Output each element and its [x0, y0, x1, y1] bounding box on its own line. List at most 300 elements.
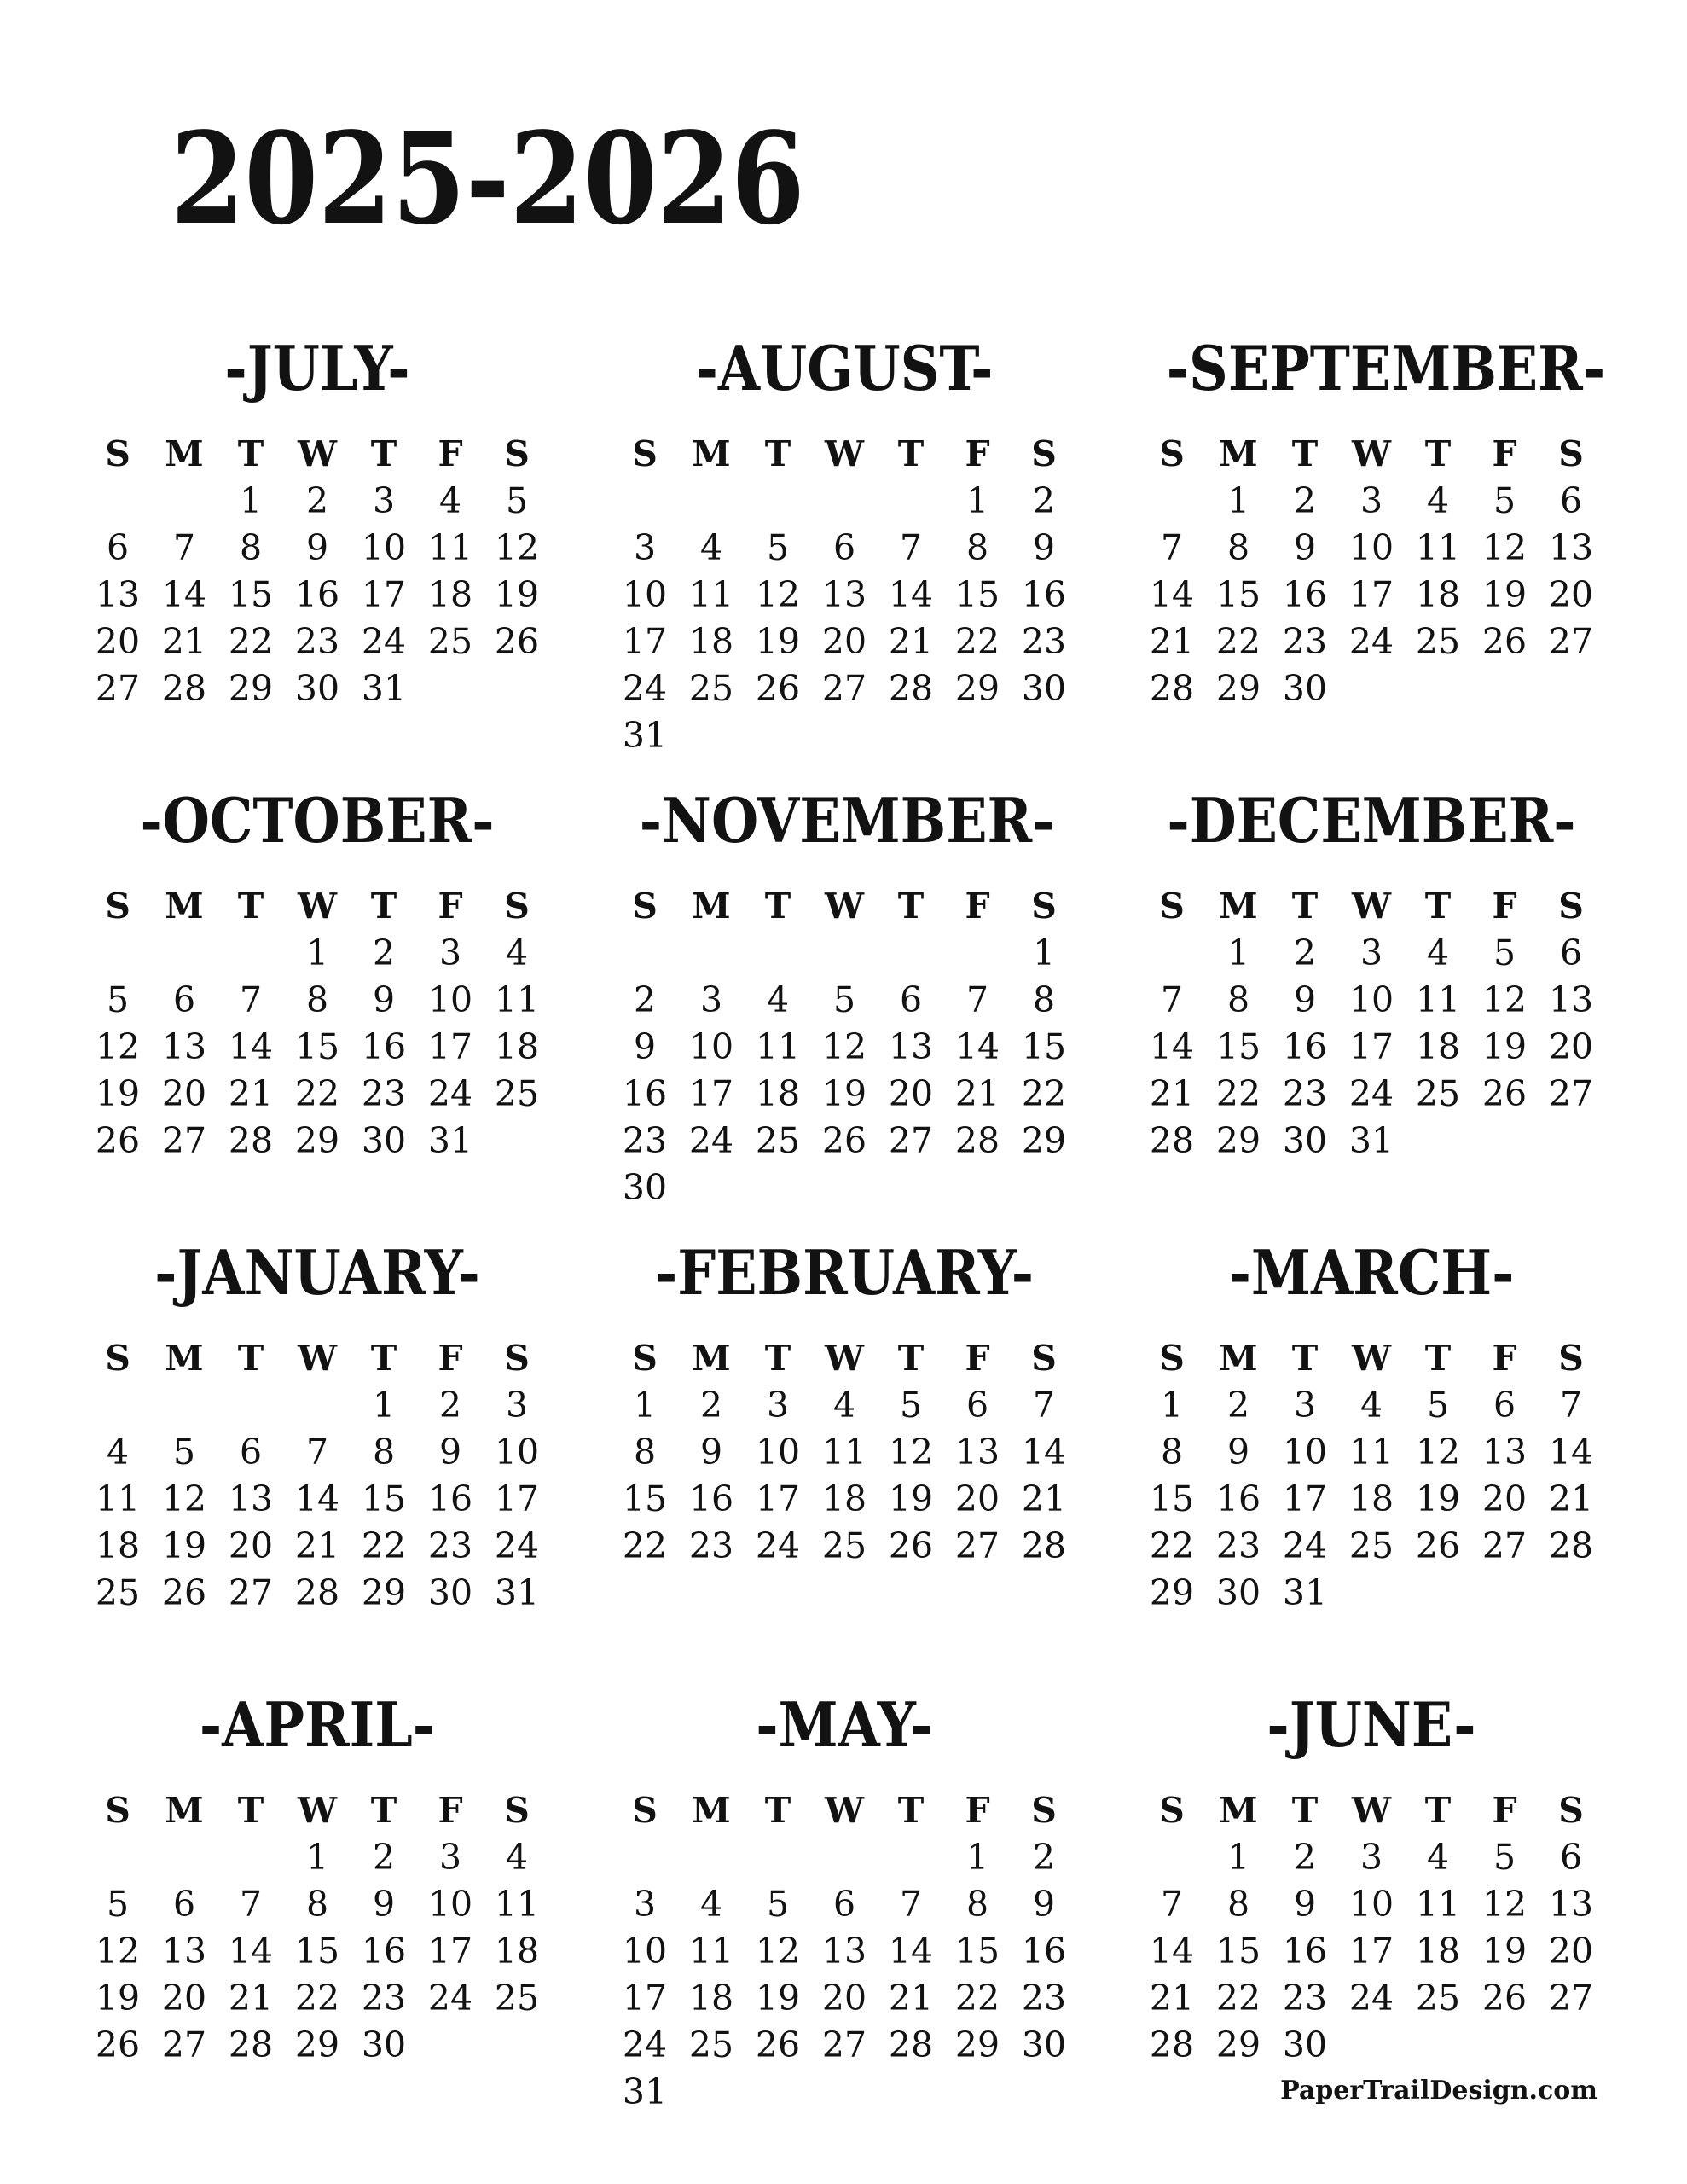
- date-cell: 8: [372, 1432, 396, 1472]
- date-cell: 11: [688, 1931, 734, 1972]
- date-cell: 16: [622, 1073, 668, 1114]
- date-cell: 4: [766, 979, 790, 1020]
- date-cell: 24: [1282, 1525, 1328, 1566]
- date-cell: 3: [1359, 932, 1383, 973]
- day-header: T: [1291, 1338, 1319, 1379]
- day-header: S: [504, 886, 530, 926]
- date-cell: 24: [361, 621, 407, 662]
- date-cell: 11: [494, 979, 540, 1020]
- date-cell: 31: [1348, 1120, 1394, 1161]
- date-cell: 29: [361, 1572, 407, 1613]
- empty-date-cell: [84, 478, 151, 525]
- month-days-grid: [84, 883, 550, 1165]
- date-cell: 25: [1415, 1073, 1461, 1114]
- date-cell: 10: [494, 1432, 540, 1472]
- date-cell: 15: [954, 574, 1000, 615]
- day-header: T: [237, 1790, 264, 1831]
- empty-date-cell: [745, 712, 811, 759]
- day-header: F: [438, 433, 463, 474]
- date-cell: 1: [1160, 1385, 1184, 1426]
- date-cell: 26: [755, 668, 801, 709]
- month-august: [612, 332, 1077, 789]
- date-cell: 16: [294, 574, 340, 615]
- date-cell: 19: [161, 1525, 207, 1566]
- day-header: M: [165, 433, 204, 474]
- date-cell: 13: [821, 1931, 867, 1972]
- date-cell: 23: [1282, 1073, 1328, 1114]
- empty-date-cell: [745, 478, 811, 525]
- date-cell: 24: [427, 1978, 473, 2018]
- day-header: W: [1351, 433, 1392, 474]
- date-cell: 14: [888, 1931, 934, 1972]
- date-cell: 9: [1226, 1432, 1250, 1472]
- date-cell: 23: [688, 1525, 734, 1566]
- date-cell: 8: [1226, 527, 1250, 568]
- date-cell: 5: [766, 527, 790, 568]
- date-cell: 13: [228, 1478, 274, 1519]
- date-cell: 14: [294, 1478, 340, 1519]
- date-cell: 6: [172, 1884, 196, 1925]
- date-cell: 1: [1226, 480, 1250, 521]
- empty-date-cell: [1011, 2069, 1077, 2116]
- date-cell: 24: [427, 1073, 473, 1114]
- month-march: [1139, 1236, 1604, 1693]
- date-cell: 29: [954, 2024, 1000, 2065]
- date-cell: 4: [1426, 932, 1450, 973]
- date-cell: 24: [1348, 1073, 1394, 1114]
- date-cell: 13: [95, 574, 141, 615]
- date-cell: 12: [95, 1026, 141, 1067]
- date-cell: 24: [1348, 1978, 1394, 2018]
- date-cell: 27: [821, 2024, 867, 2065]
- date-cell: 1: [965, 480, 989, 521]
- day-header: S: [504, 433, 530, 474]
- date-cell: 28: [294, 1572, 340, 1613]
- date-cell: 9: [1032, 1884, 1056, 1925]
- date-cell: 22: [1215, 621, 1261, 662]
- date-cell: 11: [1415, 527, 1461, 568]
- date-cell: 14: [228, 1931, 274, 1972]
- date-cell: 6: [899, 979, 923, 1020]
- date-cell: 24: [1348, 621, 1394, 662]
- day-header: F: [438, 1790, 463, 1831]
- date-cell: 16: [361, 1931, 407, 1972]
- month-days-grid: [1139, 431, 1604, 712]
- date-cell: 4: [832, 1385, 856, 1426]
- date-cell: 26: [1481, 1073, 1528, 1114]
- day-header: W: [1351, 1338, 1392, 1379]
- date-cell: 1: [1226, 932, 1250, 973]
- date-cell: 3: [438, 1837, 462, 1878]
- empty-date-cell: [944, 930, 1011, 977]
- date-cell: 19: [494, 574, 540, 615]
- month-december: [1139, 784, 1604, 1241]
- date-cell: 6: [832, 1884, 856, 1925]
- month-days-grid: [1139, 1787, 1604, 2069]
- day-header: W: [824, 1790, 865, 1831]
- date-cell: 29: [228, 668, 274, 709]
- empty-date-cell: [678, 1834, 745, 1881]
- date-cell: 22: [1149, 1525, 1195, 1566]
- empty-date-cell: [1139, 1834, 1205, 1881]
- day-header: T: [764, 433, 791, 474]
- date-cell: 24: [688, 1120, 734, 1161]
- date-cell: 6: [239, 1432, 263, 1472]
- date-cell: 8: [965, 1884, 989, 1925]
- day-header: T: [897, 433, 925, 474]
- empty-date-cell: [217, 1382, 284, 1429]
- empty-date-cell: [811, 1834, 878, 1881]
- date-cell: 3: [1293, 1385, 1317, 1426]
- date-cell: 3: [372, 480, 396, 521]
- date-cell: 26: [888, 1525, 934, 1566]
- date-cell: 10: [688, 1026, 734, 1067]
- date-cell: 27: [1481, 1525, 1528, 1566]
- date-cell: 12: [821, 1026, 867, 1067]
- date-cell: 2: [1293, 1837, 1317, 1878]
- date-cell: 7: [239, 979, 263, 1020]
- date-cell: 30: [622, 1167, 668, 1208]
- day-header: M: [692, 1338, 731, 1379]
- date-cell: 23: [361, 1073, 407, 1114]
- day-header: M: [1219, 433, 1258, 474]
- date-cell: 22: [954, 1978, 1000, 2018]
- date-cell: 25: [1415, 1978, 1461, 2018]
- month-title: -NOVEMBER-: [639, 784, 1055, 857]
- date-cell: 4: [1426, 1837, 1450, 1878]
- date-cell: 2: [1226, 1385, 1250, 1426]
- date-cell: 11: [95, 1478, 141, 1519]
- empty-date-cell: [678, 478, 745, 525]
- date-cell: 31: [427, 1120, 473, 1161]
- day-header: F: [438, 1338, 463, 1379]
- date-cell: 23: [1282, 621, 1328, 662]
- empty-date-cell: [484, 1118, 550, 1165]
- date-cell: 20: [1548, 1026, 1594, 1067]
- date-cell: 28: [1149, 2024, 1195, 2065]
- date-cell: 9: [1293, 1884, 1317, 1925]
- date-cell: 27: [1548, 1978, 1594, 2018]
- date-cell: 18: [1348, 1478, 1394, 1519]
- date-cell: 28: [954, 1120, 1000, 1161]
- date-cell: 19: [821, 1073, 867, 1114]
- date-cell: 13: [1481, 1432, 1528, 1472]
- date-cell: 18: [494, 1026, 540, 1067]
- date-cell: 14: [954, 1026, 1000, 1067]
- day-header: M: [165, 1338, 204, 1379]
- day-header: M: [692, 886, 731, 926]
- date-cell: 28: [228, 2024, 274, 2065]
- date-cell: 27: [1548, 621, 1594, 662]
- date-cell: 20: [1548, 1931, 1594, 1972]
- date-cell: 12: [1481, 1884, 1528, 1925]
- empty-date-cell: [1011, 712, 1077, 759]
- date-cell: 19: [1481, 1026, 1528, 1067]
- date-cell: 25: [427, 621, 473, 662]
- day-header: W: [297, 1790, 338, 1831]
- date-cell: 1: [965, 1837, 989, 1878]
- date-cell: 28: [161, 668, 207, 709]
- day-header: T: [1291, 433, 1319, 474]
- month-days-grid: [612, 883, 1077, 1211]
- date-cell: 13: [821, 574, 867, 615]
- date-cell: 14: [1149, 574, 1195, 615]
- date-cell: 21: [888, 621, 934, 662]
- month-title: -DECEMBER-: [1167, 784, 1576, 857]
- empty-date-cell: [944, 1165, 1011, 1211]
- date-cell: 5: [1493, 1837, 1516, 1878]
- empty-date-cell: [417, 2022, 484, 2069]
- date-cell: 26: [95, 1120, 141, 1161]
- date-cell: 9: [1032, 527, 1056, 568]
- date-cell: 11: [688, 574, 734, 615]
- date-cell: 15: [294, 1026, 340, 1067]
- date-cell: 11: [755, 1026, 801, 1067]
- empty-date-cell: [1471, 1570, 1538, 1617]
- day-header: W: [297, 433, 338, 474]
- date-cell: 9: [305, 527, 329, 568]
- date-cell: 21: [1149, 621, 1195, 662]
- month-november: [612, 784, 1077, 1241]
- date-cell: 4: [1359, 1385, 1383, 1426]
- empty-date-cell: [678, 712, 745, 759]
- date-cell: 20: [161, 1073, 207, 1114]
- month-july: [84, 332, 550, 789]
- date-cell: 14: [1548, 1432, 1594, 1472]
- empty-date-cell: [1538, 2022, 1604, 2069]
- date-cell: 2: [1032, 1837, 1056, 1878]
- date-cell: 11: [1415, 1884, 1461, 1925]
- date-cell: 1: [305, 1837, 329, 1878]
- date-cell: 6: [1559, 1837, 1583, 1878]
- date-cell: 25: [1348, 1525, 1394, 1566]
- empty-date-cell: [612, 930, 678, 977]
- date-cell: 30: [361, 2024, 407, 2065]
- date-cell: 3: [1359, 1837, 1383, 1878]
- date-cell: 19: [1481, 1931, 1528, 1972]
- date-cell: 18: [1415, 1931, 1461, 1972]
- date-cell: 17: [427, 1026, 473, 1067]
- month-october: [84, 784, 550, 1241]
- date-cell: 14: [1149, 1026, 1195, 1067]
- date-cell: 5: [106, 1884, 130, 1925]
- date-cell: 16: [361, 1026, 407, 1067]
- date-cell: 15: [1215, 574, 1261, 615]
- empty-date-cell: [1338, 665, 1405, 712]
- day-header: T: [1424, 886, 1452, 926]
- date-cell: 15: [954, 1931, 1000, 1972]
- date-cell: 6: [1559, 480, 1583, 521]
- day-header: S: [1159, 433, 1185, 474]
- date-cell: 27: [228, 1572, 274, 1613]
- date-cell: 22: [954, 621, 1000, 662]
- date-cell: 27: [888, 1120, 934, 1161]
- date-cell: 17: [1282, 1478, 1328, 1519]
- date-cell: 12: [161, 1478, 207, 1519]
- date-cell: 16: [1282, 574, 1328, 615]
- day-header: F: [1492, 1338, 1517, 1379]
- date-cell: 8: [965, 527, 989, 568]
- date-cell: 16: [688, 1478, 734, 1519]
- day-header: T: [1291, 886, 1319, 926]
- month-title: -OCTOBER-: [140, 784, 495, 857]
- date-cell: 31: [361, 668, 407, 709]
- date-cell: 10: [1282, 1432, 1328, 1472]
- day-header: S: [1558, 433, 1584, 474]
- date-cell: 20: [954, 1478, 1000, 1519]
- day-header: T: [897, 1790, 925, 1831]
- date-cell: 25: [688, 668, 734, 709]
- date-cell: 24: [494, 1525, 540, 1566]
- date-cell: 23: [1021, 1978, 1067, 2018]
- date-cell: 7: [1160, 979, 1184, 1020]
- date-cell: 9: [438, 1432, 462, 1472]
- date-cell: 19: [95, 1073, 141, 1114]
- date-cell: 28: [228, 1120, 274, 1161]
- date-cell: 7: [965, 979, 989, 1020]
- date-cell: 7: [305, 1432, 329, 1472]
- date-cell: 27: [1548, 1073, 1594, 1114]
- date-cell: 14: [228, 1026, 274, 1067]
- empty-date-cell: [678, 2069, 745, 2116]
- page-title: 2025-2026: [171, 104, 805, 253]
- date-cell: 30: [1282, 2024, 1328, 2065]
- date-cell: 24: [622, 668, 668, 709]
- month-days-grid: [84, 1335, 550, 1617]
- date-cell: 22: [1021, 1073, 1067, 1114]
- day-header: M: [1219, 886, 1258, 926]
- empty-date-cell: [878, 478, 944, 525]
- date-cell: 21: [161, 621, 207, 662]
- empty-date-cell: [1405, 2022, 1471, 2069]
- date-cell: 22: [1215, 1073, 1261, 1114]
- date-cell: 22: [294, 1073, 340, 1114]
- date-cell: 14: [1021, 1432, 1067, 1472]
- date-cell: 10: [755, 1432, 801, 1472]
- date-cell: 1: [633, 1385, 657, 1426]
- date-cell: 23: [294, 621, 340, 662]
- date-cell: 10: [361, 527, 407, 568]
- day-header: M: [692, 433, 731, 474]
- date-cell: 31: [1282, 1572, 1328, 1613]
- day-header: M: [165, 1790, 204, 1831]
- day-header: S: [1558, 1338, 1584, 1379]
- date-cell: 8: [1032, 979, 1056, 1020]
- date-cell: 9: [633, 1026, 657, 1067]
- day-header: S: [1558, 886, 1584, 926]
- date-cell: 5: [1426, 1385, 1450, 1426]
- date-cell: 3: [699, 979, 723, 1020]
- month-title: -JANUARY-: [154, 1236, 480, 1309]
- date-cell: 7: [899, 527, 923, 568]
- date-cell: 29: [1215, 2024, 1261, 2065]
- date-cell: 13: [888, 1026, 934, 1067]
- day-header: T: [237, 886, 264, 926]
- day-header: F: [965, 1790, 990, 1831]
- date-cell: 21: [1548, 1478, 1594, 1519]
- date-cell: 31: [494, 1572, 540, 1613]
- day-header: S: [105, 886, 130, 926]
- date-cell: 18: [1415, 574, 1461, 615]
- empty-date-cell: [484, 665, 550, 712]
- date-cell: 20: [228, 1525, 274, 1566]
- empty-date-cell: [1471, 2022, 1538, 2069]
- empty-date-cell: [1338, 1570, 1405, 1617]
- date-cell: 11: [1415, 979, 1461, 1020]
- month-days-grid: [84, 1787, 550, 2069]
- date-cell: 28: [1548, 1525, 1594, 1566]
- month-days-grid: [612, 431, 1077, 759]
- day-header: M: [165, 886, 204, 926]
- date-cell: 29: [1149, 1572, 1195, 1613]
- day-header: S: [1558, 1790, 1584, 1831]
- date-cell: 10: [622, 574, 668, 615]
- empty-date-cell: [484, 2022, 550, 2069]
- date-cell: 27: [821, 668, 867, 709]
- day-header: T: [237, 433, 264, 474]
- date-cell: 9: [1293, 527, 1317, 568]
- empty-date-cell: [745, 1165, 811, 1211]
- day-header: M: [1219, 1790, 1258, 1831]
- day-header: W: [297, 886, 338, 926]
- date-cell: 9: [372, 979, 396, 1020]
- month-title: -JUNE-: [1267, 1688, 1476, 1761]
- date-cell: 29: [294, 1120, 340, 1161]
- day-header: F: [1492, 886, 1517, 926]
- date-cell: 23: [1282, 1978, 1328, 2018]
- date-cell: 12: [1481, 979, 1528, 1020]
- day-header: F: [965, 433, 990, 474]
- date-cell: 4: [699, 1884, 723, 1925]
- date-cell: 13: [161, 1931, 207, 1972]
- date-cell: 3: [1359, 480, 1383, 521]
- empty-date-cell: [1338, 2022, 1405, 2069]
- date-cell: 21: [228, 1978, 274, 2018]
- empty-date-cell: [417, 665, 484, 712]
- date-cell: 28: [888, 2024, 934, 2065]
- month-title: -MARCH-: [1228, 1236, 1515, 1309]
- month-title: -SEPTEMBER-: [1166, 332, 1606, 404]
- date-cell: 5: [106, 979, 130, 1020]
- date-cell: 11: [427, 527, 473, 568]
- day-header: S: [1031, 886, 1057, 926]
- empty-date-cell: [1405, 1118, 1471, 1165]
- date-cell: 16: [1282, 1931, 1328, 1972]
- date-cell: 2: [372, 932, 396, 973]
- empty-date-cell: [1139, 478, 1205, 525]
- empty-date-cell: [151, 1382, 217, 1429]
- date-cell: 6: [106, 527, 130, 568]
- date-cell: 15: [1021, 1026, 1067, 1067]
- date-cell: 16: [1021, 1931, 1067, 1972]
- date-cell: 18: [494, 1931, 540, 1972]
- date-cell: 21: [1021, 1478, 1067, 1519]
- date-cell: 13: [954, 1432, 1000, 1472]
- empty-date-cell: [1538, 1118, 1604, 1165]
- date-cell: 15: [294, 1931, 340, 1972]
- date-cell: 3: [633, 527, 657, 568]
- date-cell: 21: [1149, 1978, 1195, 2018]
- day-header: T: [370, 433, 397, 474]
- date-cell: 2: [305, 480, 329, 521]
- date-cell: 26: [95, 2024, 141, 2065]
- date-cell: 4: [438, 480, 462, 521]
- day-header: T: [764, 886, 791, 926]
- date-cell: 14: [161, 574, 207, 615]
- date-cell: 8: [1160, 1432, 1184, 1472]
- date-cell: 26: [821, 1120, 867, 1161]
- day-header: F: [1492, 1790, 1517, 1831]
